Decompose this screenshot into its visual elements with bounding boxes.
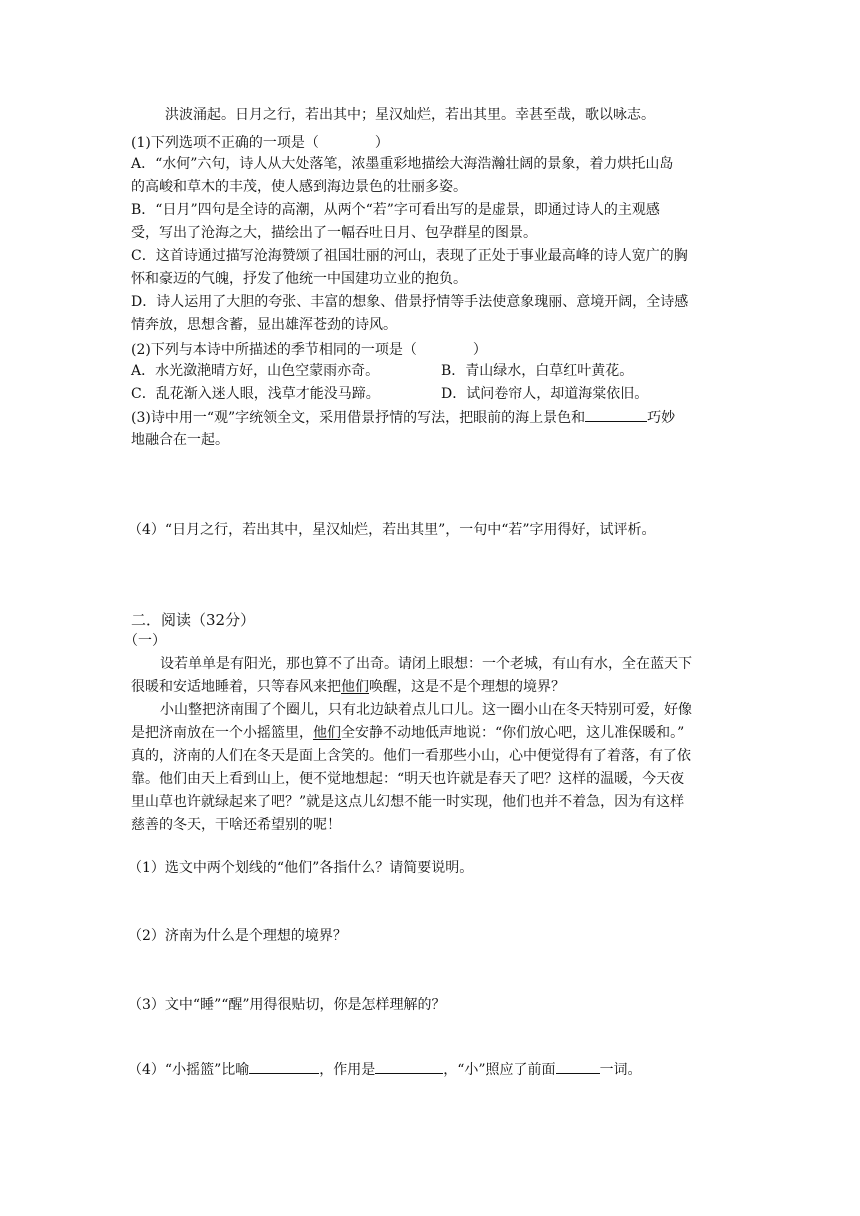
passage-p1-line2 [131,677,565,697]
passage-p2-line3: 真的，济南的人们在冬天是面上含笑的。他们一看那些小山，心中便觉得有了着落，有了依 [131,748,691,764]
passage-p2-line1: 小山整把济南围了个圈儿，只有北边缺着点儿口儿。这一圈小山在冬天特别可爱，好像 [160,702,692,718]
q1-option-b-line2: 受，写出了沧海之大，描绘出了一幅吞吐日月、包孕群星的图景。 [131,225,537,241]
section2-title: 二．阅读（32分） [131,611,256,629]
reading-q4-part-a: （4）“小摇篮”比喻 [128,1062,250,1078]
q2-option-c: C．乱花渐入迷人眼，浅草才能没马蹄。 [131,386,380,402]
reading-q4-part-b: ，作用是 [319,1062,376,1078]
q3-line1 [131,407,675,428]
reading-q1: （1）选文中两个划线的“他们”各指什么？请简要说明。 [128,860,474,876]
passage-p1-text-after: 唤醒，这是不是个理想的境界？ [369,679,565,695]
q3-line2: 地融合在一起。 [131,432,229,448]
reading-q4-blank-1[interactable] [249,1059,319,1074]
passage-p1-text-before: 很暖和安适地睡着，只等春风来把 [131,679,341,695]
q1-option-a-line2: 的高峻和草木的丰茂，使人感到海边景色的壮丽多姿。 [131,179,467,195]
q2-option-a: A．水光潋滟晴方好，山色空蒙雨亦奇。 [131,363,380,379]
reading-q2: （2）济南为什么是个理想的境界？ [128,928,347,944]
q2-option-b: B．青山绿水，白草红叶黄花。 [441,363,634,379]
passage-p2-line5: 里山草也许就绿起来了吧？”就是这点儿幻想不能一时实现，他们也并不着急，因为有这样 [131,794,685,810]
passage-p2-line6: 慈善的冬天，干啥还希望别的呢！ [131,817,341,833]
q3-text-before: (3)诗中用一“观”字统领全文，采用借景抒情的写法，把眼前的海上景色和 [131,410,586,426]
q3-answer-blank[interactable] [585,407,647,422]
underlined-they-1: 他们 [341,679,369,695]
q1-option-a-line1: A．“水何”六句，诗人从大处落笔，浓墨重彩地描绘大海浩瀚壮阔的景象，着力烘托山岛 [131,156,674,172]
q2-stem: (2)下列与本诗中所描述的季节相同的一项是（ ） [131,342,487,358]
q1-option-b-line1: B．“日月”四句是全诗的高潮，从两个“若”字可看出写的是虚景，即通过诗人的主观感 [131,202,660,218]
q1-option-c-line2: 怀和豪迈的气魄，抒发了他统一中国建功立业的抱负。 [131,271,467,287]
q2-option-d: D．试问卷帘人，却道海棠依旧。 [441,386,649,402]
passage-p2-text-after: 全安静不动地低声地说：“你们放心吧，这儿准保暖和。” [341,725,685,741]
q1-stem: (1)下列选项不正确的一项是（ ） [131,135,389,151]
section2-subtitle: （一） [124,633,166,649]
reading-q4-blank-3[interactable] [556,1059,600,1074]
passage-p2-text-before: 是把济南放在一个小摇篮里， [131,725,313,741]
reading-q4-part-d: 一词。 [599,1062,642,1078]
passage-p1-line1: 设若单单是有阳光，那也算不了出奇。请闭上眼想：一个老城，有山有水，全在蓝天下 [160,656,692,672]
passage-p2-line2 [131,723,684,743]
reading-q4-part-c: ，“小”照应了前面 [443,1062,556,1078]
poem-last-line: 洪波涌起。日月之行，若出其中；星汉灿烂，若出其里。幸甚至哉，歌以咏志。 [165,107,655,123]
q4-stem: （4）“日月之行，若出其中，星汉灿烂，若出其里”，一句中“若”字用得好，试评析。 [128,522,656,538]
q3-text-after: 巧妙 [647,410,676,426]
underlined-they-2: 他们 [313,725,341,741]
q1-option-d-line2: 情奔放，思想含蓄，显出雄浑苍劲的诗风。 [131,317,397,333]
q1-option-d-line1: D．诗人运用了大胆的夸张、丰富的想象、借景抒情等手法使意象瑰丽、意境开阔，全诗感 [131,294,689,310]
q1-option-c-line1: C．这首诗通过描写沧海赞颂了祖国壮丽的河山，表现了正处于事业最高峰的诗人宽广的胸 [131,248,688,264]
reading-q3: （3）文中“睡”“醒”用得很贴切，你是怎样理解的？ [128,997,446,1013]
reading-q4-blank-2[interactable] [375,1059,443,1074]
reading-q4 [128,1059,642,1080]
passage-p2-line4: 靠。他们由天上看到山上，便不觉地想起：“明天也许就是春天了吧？这样的温暖，今天夜 [131,771,685,787]
